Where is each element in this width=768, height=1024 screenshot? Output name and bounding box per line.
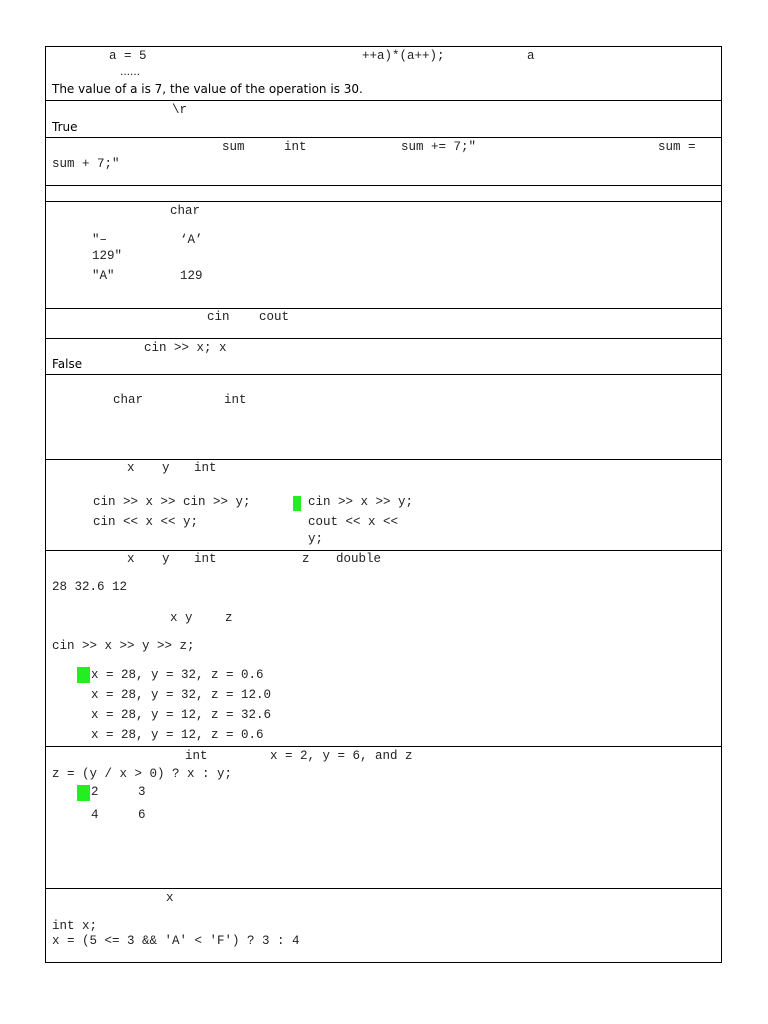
q1-answer: The value of a is 7, the value of the operation is 30. xyxy=(52,82,363,96)
q5-code: char xyxy=(170,204,201,218)
q10-code: cin >> x >> y >> z; xyxy=(52,639,195,653)
q9-code-y: y xyxy=(162,461,170,475)
question-8 xyxy=(45,374,722,460)
q2-code: \r xyxy=(172,103,188,117)
q5-option-b: ‘A’ xyxy=(180,233,203,247)
q10-code-int: int xyxy=(194,552,217,566)
q12-code-line1: int x; xyxy=(52,919,98,933)
q3-code-stmt: sum += 7;" xyxy=(401,140,477,154)
question-4 xyxy=(45,185,722,202)
q11-code-values: x = 2, y = 6, and z xyxy=(270,749,413,763)
q1-ellipsis: …… xyxy=(120,67,140,78)
q3-code-line2: sum + 7;" xyxy=(52,157,120,171)
q10-option-a: x = 28, y = 32, z = 0.6 xyxy=(91,668,264,682)
q6-code-cout: cout xyxy=(259,310,290,324)
question-2 xyxy=(45,100,722,138)
q10-code-z2: z xyxy=(225,611,233,625)
q10-code-y: y xyxy=(162,552,170,566)
q2-answer: True xyxy=(52,120,78,134)
q5-option-a: "– xyxy=(92,233,108,247)
question-1 xyxy=(45,46,722,101)
correct-answer-marker xyxy=(77,785,90,801)
q11-code: z = (y / x > 0) ? x : y; xyxy=(52,767,233,781)
q11-option-d: 6 xyxy=(138,808,146,822)
q9-option-d: cout << x << xyxy=(308,515,399,529)
q11-code-int: int xyxy=(185,749,208,763)
q12-code-x: x xyxy=(166,891,174,905)
question-9 xyxy=(45,459,722,551)
question-11 xyxy=(45,746,722,889)
q11-option-a: 2 xyxy=(91,785,99,799)
q7-code: cin >> x; x xyxy=(144,341,227,355)
q10-code-x: x xyxy=(127,552,135,566)
q11-option-c: 4 xyxy=(91,808,99,822)
q1-code-expr: ++a)*(a++); xyxy=(362,49,445,63)
q10-option-b: x = 28, y = 32, z = 12.0 xyxy=(91,688,272,702)
question-10 xyxy=(45,550,722,747)
q11-option-b: 3 xyxy=(138,785,146,799)
q10-code-xy: x y xyxy=(170,611,193,625)
q10-option-c: x = 28, y = 12, z = 32.6 xyxy=(91,708,272,722)
q9-option-b: cin >> x >> y; xyxy=(308,495,414,509)
q1-var: a xyxy=(527,49,535,63)
q12-code-line2: x = (5 <= 3 && 'A' < 'F') ? 3 : 4 xyxy=(52,934,300,948)
question-6 xyxy=(45,308,722,339)
q10-option-d: x = 28, y = 12, z = 0.6 xyxy=(91,728,264,742)
q10-code-double: double xyxy=(336,552,382,566)
correct-answer-marker xyxy=(77,667,90,683)
q8-code-int: int xyxy=(224,393,247,407)
q10-code-z: z xyxy=(302,552,310,566)
question-5 xyxy=(45,201,722,309)
question-3 xyxy=(45,137,722,186)
q9-code-x: x xyxy=(127,461,135,475)
question-12 xyxy=(45,888,722,963)
q9-option-a: cin >> x >> cin >> y; xyxy=(93,495,251,509)
q1-code: a = 5 xyxy=(109,49,147,63)
q10-input: 28 32.6 12 xyxy=(52,580,128,594)
q9-option-d-cont: y; xyxy=(308,532,324,546)
correct-answer-marker xyxy=(293,496,301,511)
q5-option-c: "A" xyxy=(92,269,115,283)
question-7 xyxy=(45,338,722,375)
q5-option-a-cont: 129" xyxy=(92,249,123,263)
q9-option-c: cin << x << y; xyxy=(93,515,199,529)
q8-code-char: char xyxy=(113,393,144,407)
q3-code-sum: sum xyxy=(222,140,245,154)
q9-code-int: int xyxy=(194,461,217,475)
q3-code-int: int xyxy=(284,140,307,154)
q5-option-d: 129 xyxy=(180,269,203,283)
q6-code-cin: cin xyxy=(207,310,230,324)
q3-code-sum-eq: sum = xyxy=(658,140,696,154)
q7-answer: False xyxy=(52,357,83,371)
